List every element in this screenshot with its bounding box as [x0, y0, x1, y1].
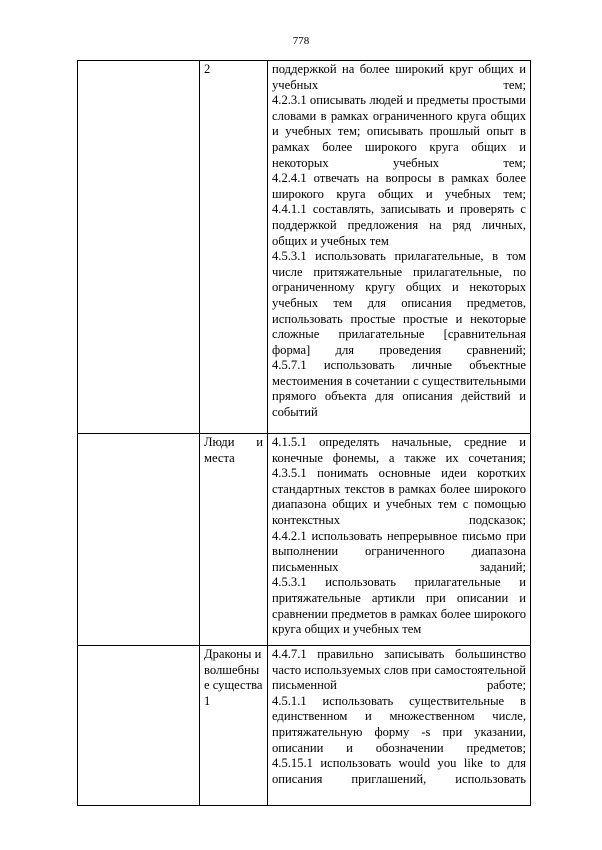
- table-row: [78, 434, 531, 646]
- objective-item: 4.4.2.1 использовать непрерывное письмо при выполнении ограниченного диапазона письменных заданий;: [272, 528, 526, 574]
- objective-item: 4.4.1.1 составлять, записывать и проверять с поддержкой предложения на ряд личных, общих и учебных тем: [272, 202, 526, 248]
- page-number: 778: [292, 35, 310, 47]
- table-row: [78, 61, 531, 434]
- objective-item: 4.5.3.1 использовать прилагательные, в том числе притяжательные прилагательные, по ограниченному кругу общих и некоторых учебных тем для описания предметов, использовать простые простые и некоторые сложные прилагательные [сравнительная форма] для проведения сравнений;: [272, 249, 526, 357]
- objectives-cell: [268, 646, 531, 806]
- table-row: [78, 646, 531, 806]
- objectives-cell: [268, 434, 531, 646]
- topic-cell: 2: [200, 61, 268, 434]
- objective-item: 4.5.3.1 использовать прилагательные и притяжательные артикли при описании и сравнении предметов в рамках более широкого круга общих и учебных тем: [272, 575, 526, 637]
- topic-cell: [200, 646, 268, 806]
- unit-cell: [78, 646, 200, 806]
- objective-item: 4.5.7.1 использовать личные объектные местоимения в сочетании с существительными прямого объекта для описания действий и событий: [272, 358, 526, 420]
- objective-item: 4.1.5.1 определять начальные, средние и конечные фонемы, а также их сочетания;: [272, 435, 526, 465]
- topic-cell: Люди и места: [200, 434, 268, 646]
- unit-cell: [78, 61, 200, 434]
- objective-item: 4.5.15.1 использовать would you like to для описания приглашений, использовать: [272, 756, 526, 786]
- objective-item: 4.2.4.1 отвечать на вопросы в рамках более широкого круга общих и учебных тем;: [272, 171, 526, 201]
- objective-item: 4.4.7.1 правильно записывать большинство часто используемых слов при самостоятельной письменной работе;: [272, 647, 526, 693]
- topic-text: Драконы и волшебные существа 1: [204, 647, 263, 708]
- objective-item: 4.2.3.1 описывать людей и предметы простыми словами в рамках ограниченного круга общих и учебных тем; описывать прошлый опыт в рамках более широкого круга общих и некоторых учебных тем;: [272, 93, 526, 170]
- objective-item: 4.5.1.1 использовать существительные в единственном и множественном числе, притяжательную форму -s при указании, описании и обозначении предметов;: [272, 693, 526, 755]
- objective-item: поддержкой на более широкий круг общих и учебных тем;: [272, 62, 526, 92]
- objective-item: 4.3.5.1 понимать основные идеи коротких стандартных текстов в рамках более широкого диапазона общих и учебных тем с помощью контекстных подсказок;: [272, 466, 526, 527]
- unit-cell: [78, 434, 200, 646]
- objectives-cell: [268, 61, 531, 434]
- curriculum-table: [77, 60, 531, 806]
